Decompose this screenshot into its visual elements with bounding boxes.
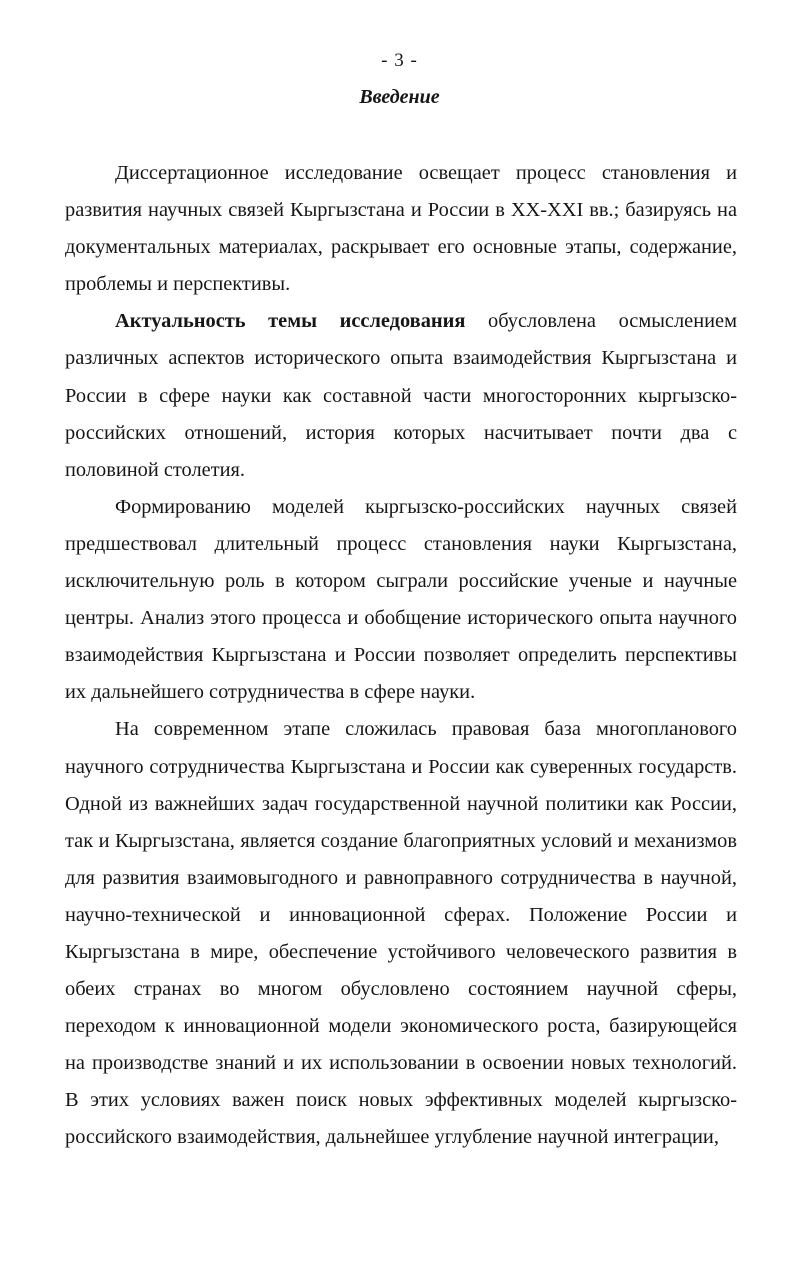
paragraph-relevance xyxy=(65,303,737,488)
page-number: - 3 - xyxy=(381,50,418,71)
body-text xyxy=(65,155,737,1157)
paragraph-intro xyxy=(65,155,737,303)
section-heading: Введение xyxy=(359,86,440,108)
paragraph-text: Формированию моделей кыргызско-российских научных связей предшествовал длительный процесс становления науки Кыргызстана, исключительную роль в котором сыграли российские ученые и научные центры. Анализ этого процесса и обобщение исторического опыта научного взаимодействия Кыргызстана и России позволяет определить перспективы их дальнейшего сотрудничества в сфере науки. xyxy=(65,495,737,704)
paragraph-modern-stage xyxy=(65,711,737,1156)
paragraph-text: На современном этапе сложилась правовая база многопланового научного сотрудничества Кыргызстана и России как суверенных государств. Одной из важнейших задач государственной научной политики как России, так и Кыргызстана, является создание благоприятных условий и механизмов для развития взаимовыгодного и равноправного сотрудничества в научной, научно-технической и инновационной сферах. Положение России и Кыргызстана в мире, обеспечение устойчивого человеческого развития в обеих странах во многом обусловлено состоянием научной сферы, переходом к инновационной модели экономического роста, базирующейся на производстве знаний и их использовании в освоении новых технологий. В этих условиях важен поиск новых эффективных моделей кыргызско-российского взаимодействия, дальнейшее углубление научной интеграции, xyxy=(65,718,737,1149)
paragraph-formation xyxy=(65,489,737,712)
paragraph-bold-lead: Актуальность темы исследования xyxy=(115,310,466,333)
paragraph-text: обусловлена осмыслением различных аспектов исторического опыта взаимодействия Кыргызстана и России в сфере науки как составной части многосторонних кыргызско-российских отношений, история которых насчитывает почти два с половиной столетия. xyxy=(65,310,737,481)
paragraph-text: Диссертационное исследование освещает процесс становления и развития научных связей Кыргызстана и России в XX-XXI вв.; базируясь на документальных материалах, раскрывает его основные этапы, содержание, проблемы и перспективы. xyxy=(65,162,737,296)
